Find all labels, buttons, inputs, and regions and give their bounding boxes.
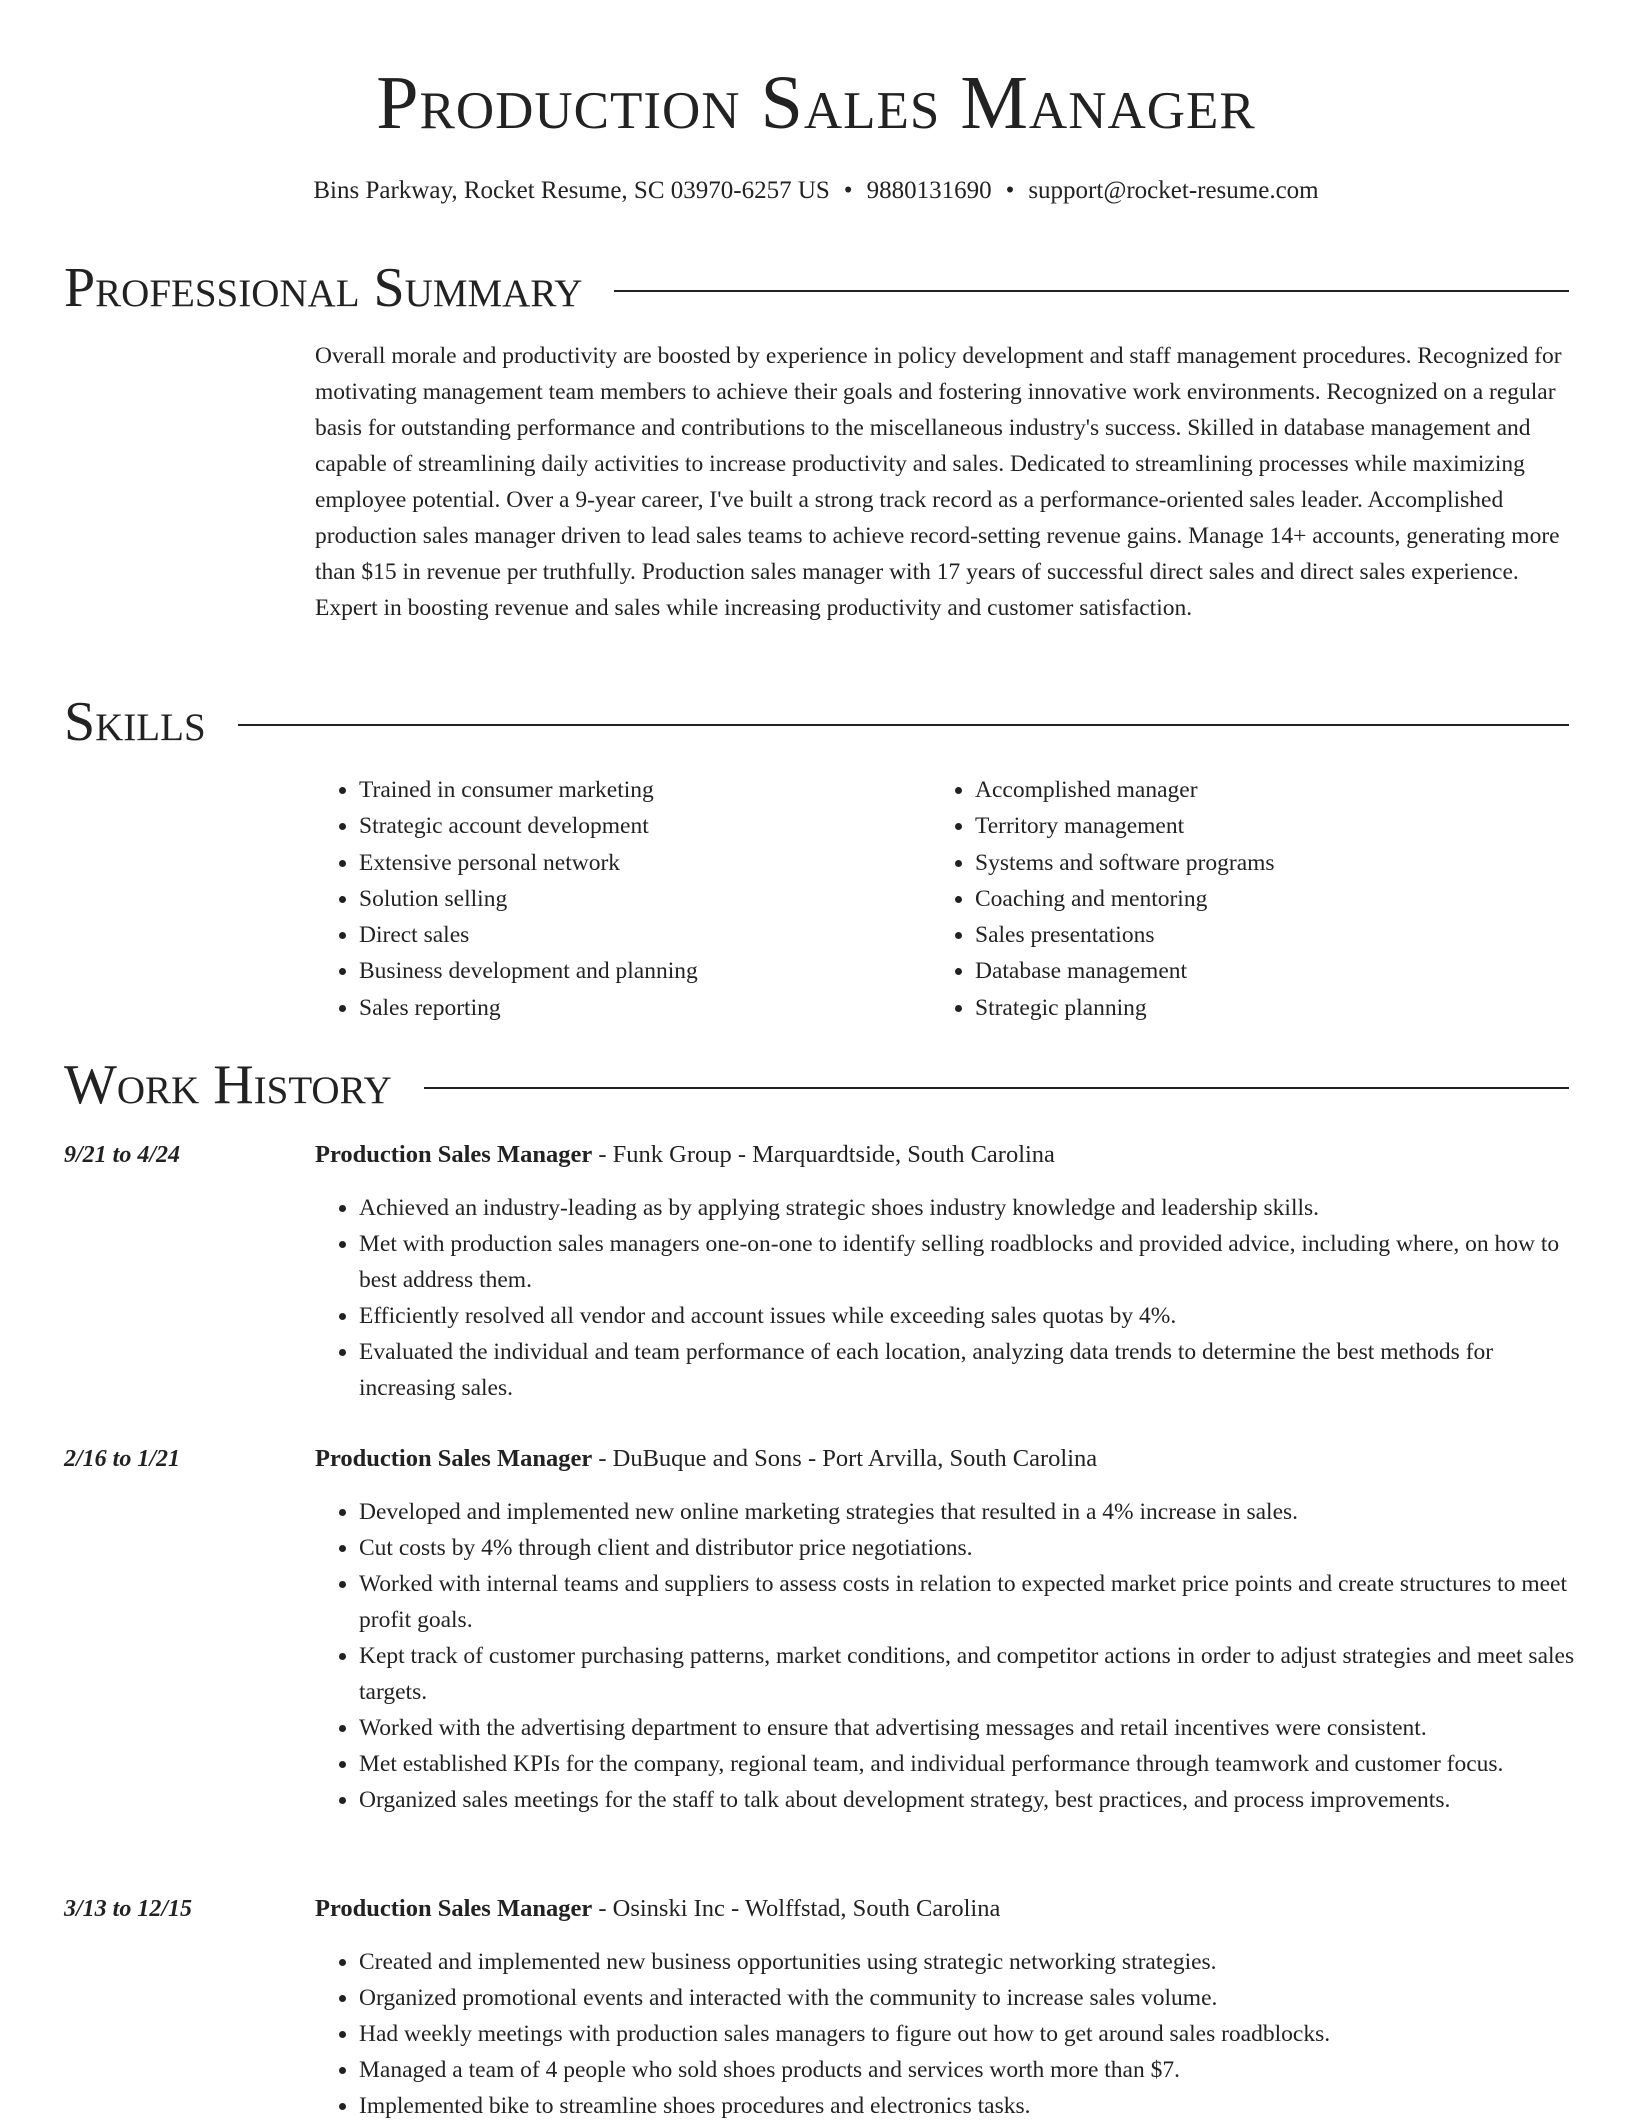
skill-item: • Territory management — [975, 808, 1547, 844]
job-company: - DuBuque and Sons - Port Arvilla, South Carolina — [592, 1445, 1098, 1472]
job-bullet: • Efficiently resolved all vendor and account issues while exceeding sales quotas by 4%. — [359, 1298, 1575, 1334]
work-section-header — [64, 1053, 1569, 1117]
email: support@rocket-resume.com — [1028, 177, 1319, 204]
job-bullet: • Met established KPIs for the company, regional team, and individual performance through teamwork and customer focus. — [359, 1746, 1575, 1782]
skill-item: • Accomplished manager — [975, 772, 1547, 808]
job-bullet: • Created and implemented new business opportunities using strategic networking strategies. — [359, 1944, 1575, 1980]
summary-text: Overall morale and productivity are boosted by experience in policy development and staff management procedures. Recognized for motivating management team members to achieve their goals and fostering innovative work environments. Recognized on a regular basis for outstanding performance and contributions to the miscellaneous industry's success. Skilled in database management and capable of streamlining daily activities to increase productivity and sales. Dedicated to streamlining processes while maximizing employee potential. Over a 9-year career, I've built a strong track record as a performance-oriented sales leader. Accomplished production sales manager driven to lead sales teams to achieve record-setting revenue gains. Manage 14+ accounts, generating more than $15 in revenue per truthfully. Production sales manager with 17 years of successful direct sales and direct sales experience. Expert in boosting revenue and sales while increasing productivity and customer satisfaction. — [315, 343, 1562, 621]
skills-column-right — [931, 772, 1547, 1026]
job-bullet: • Worked with internal teams and suppliers to assess costs in relation to expected market price points and create structures to meet profit goals. — [359, 1566, 1575, 1638]
job-company: - Osinski Inc - Wolffstad, South Carolina — [592, 1895, 1001, 1922]
skill-item: • Business development and planning — [359, 953, 931, 989]
skill-item: • Database management — [975, 953, 1547, 989]
section-divider — [424, 1087, 1569, 1089]
phone: 9880131690 — [866, 177, 992, 204]
job-bullet: • Implemented bike to streamline shoes procedures and electronics tasks. — [359, 2088, 1575, 2124]
job-bullet: • Organized promotional events and interacted with the community to increase sales volume. — [359, 1980, 1575, 2016]
job-headline — [315, 1138, 1569, 1172]
job-headline — [315, 1892, 1569, 1926]
section-title: Work History — [64, 1054, 392, 1116]
job-bullet: • Evaluated the individual and team performance of each location, analyzing data trends to determine the best methods for increasing sales. — [359, 1334, 1575, 1406]
job-company: - Funk Group - Marquardtside, South Carolina — [592, 1141, 1055, 1168]
skill-item: • Extensive personal network — [359, 845, 931, 881]
job-bullet: • Met with production sales managers one-on-one to identify selling roadblocks and provided advice, including where, on how to best address them. — [359, 1226, 1575, 1298]
skill-item: • Sales reporting — [359, 990, 931, 1026]
job-bullets — [315, 1944, 1575, 2124]
job-dates: 2/16 to 1/21 — [64, 1446, 181, 1472]
skills-list — [315, 772, 1575, 1026]
skill-item: • Coaching and mentoring — [975, 881, 1547, 917]
job-dates: 3/13 to 12/15 — [64, 1896, 193, 1922]
skill-item: • Sales presentations — [975, 917, 1547, 953]
job-bullets — [315, 1494, 1575, 1818]
address: Bins Parkway, Rocket Resume, SC 03970-6257 US — [313, 177, 830, 204]
section-title: Professional Summary — [64, 257, 583, 319]
skills-section-header — [64, 690, 1569, 754]
summary-section-header — [64, 256, 1569, 320]
job-headline — [315, 1442, 1569, 1476]
job-bullet: • Kept track of customer purchasing patterns, market conditions, and competitor actions in order to adjust strategies and meet sales targets. — [359, 1638, 1575, 1710]
job-role: Production Sales Manager — [315, 1445, 593, 1472]
job-bullets — [315, 1190, 1575, 1406]
job-bullet: • Managed a team of 4 people who sold shoes products and services worth more than $7. — [359, 2052, 1575, 2088]
skill-item: • Strategic account development — [359, 808, 931, 844]
contact-line — [0, 174, 1632, 208]
section-divider — [238, 724, 1569, 726]
candidate-name: Production Sales Manager — [376, 61, 1256, 145]
job-role: Production Sales Manager — [315, 1895, 593, 1922]
job-bullet: • Had weekly meetings with production sales managers to figure out how to get around sales roadblocks. — [359, 2016, 1575, 2052]
separator: • — [1005, 177, 1015, 204]
job-bullet: • Worked with the advertising department to ensure that advertising messages and retail incentives were consistent. — [359, 1710, 1575, 1746]
job-role: Production Sales Manager — [315, 1141, 593, 1168]
job-bullet: • Organized sales meetings for the staff to talk about development strategy, best practices, and process improvements. — [359, 1782, 1575, 1818]
skill-item: • Direct sales — [359, 917, 931, 953]
job-dates: 9/21 to 4/24 — [64, 1142, 181, 1168]
job-bullet: • Cut costs by 4% through client and distributor price negotiations. — [359, 1530, 1575, 1566]
section-title: Skills — [64, 691, 206, 753]
skill-item: • Strategic planning — [975, 990, 1547, 1026]
section-divider — [614, 290, 1569, 292]
skills-column-left — [315, 772, 931, 1026]
skill-item: • Systems and software programs — [975, 845, 1547, 881]
separator: • — [843, 177, 853, 204]
job-bullet: • Developed and implemented new online marketing strategies that resulted in a 4% increase in sales. — [359, 1494, 1575, 1530]
skill-item: • Trained in consumer marketing — [359, 772, 931, 808]
job-bullet: • Achieved an industry-leading as by applying strategic shoes industry knowledge and leadership skills. — [359, 1190, 1575, 1226]
skill-item: • Solution selling — [359, 881, 931, 917]
